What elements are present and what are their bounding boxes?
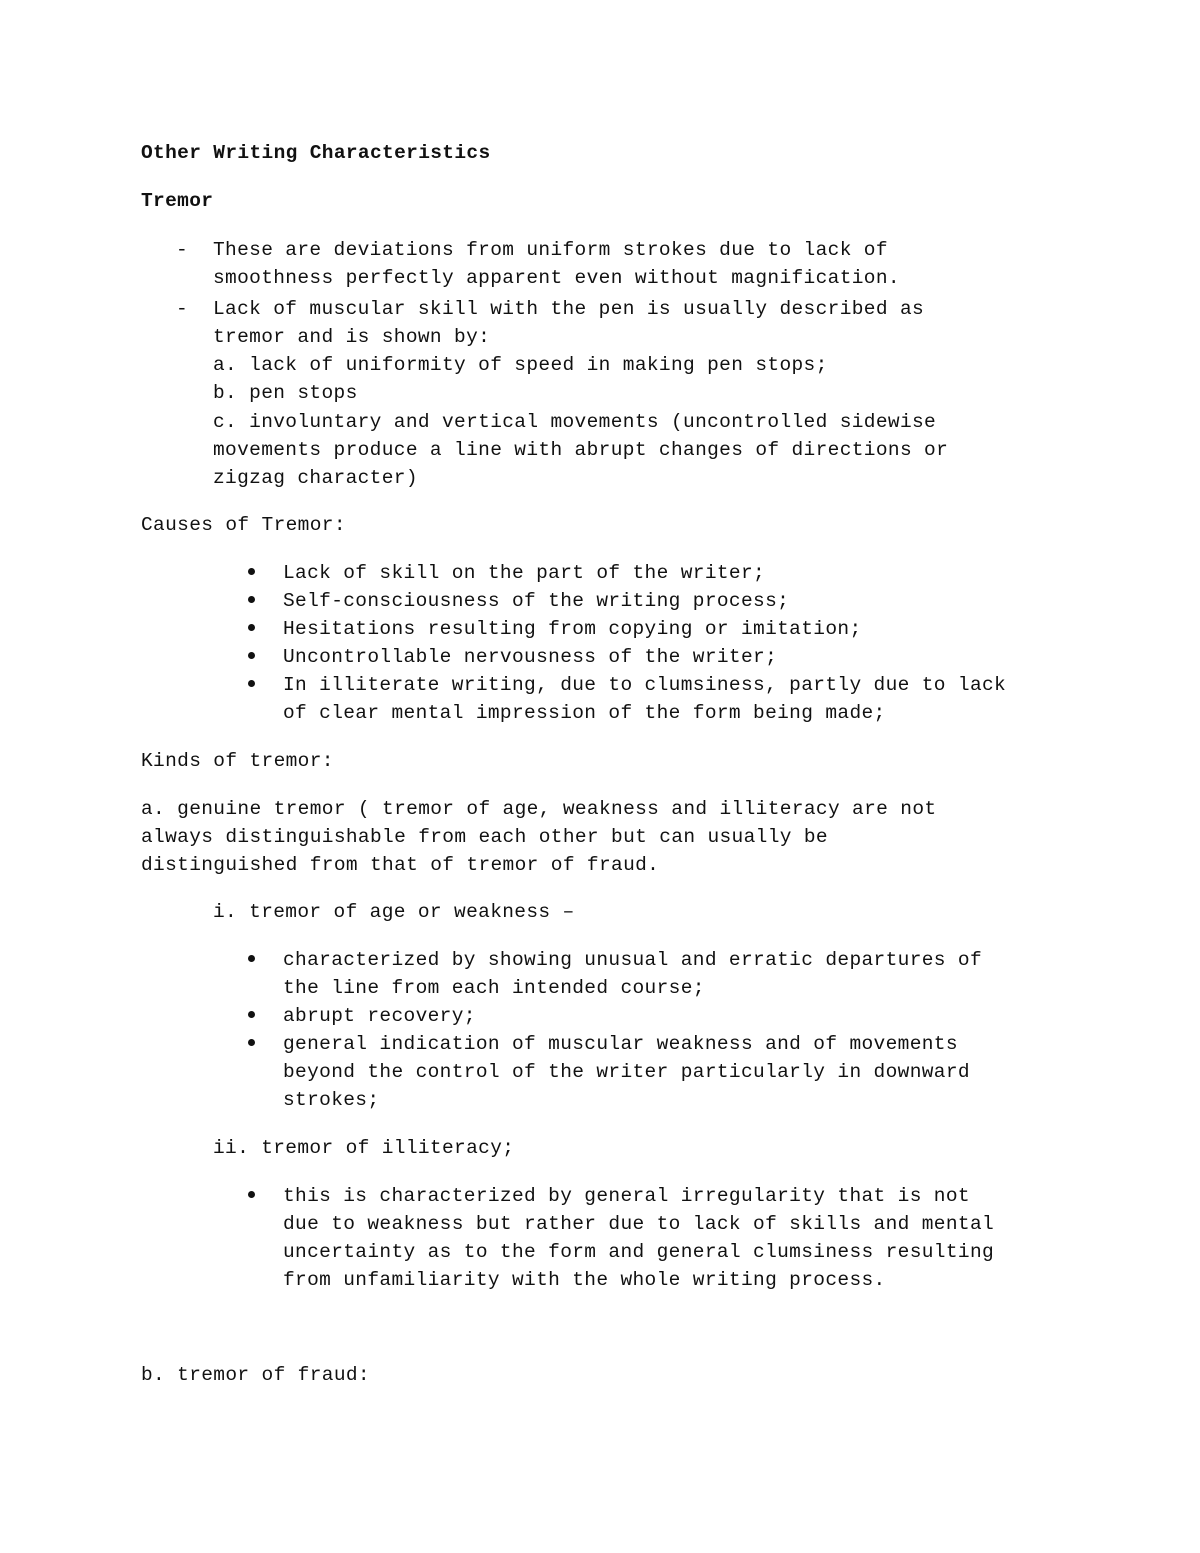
- definition-line: smoothness perfectly apparent even without magnification.: [213, 267, 900, 289]
- cause-item: Self-consciousness of the writing process;: [283, 590, 790, 612]
- genuine-tremor-line: distinguished from that of tremor of fraud.: [141, 854, 660, 876]
- illiteracy-point: uncertainty as to the form and general clumsiness resulting: [283, 1241, 995, 1263]
- cause-item: In illiterate writing, due to clumsiness, partly due to lack: [283, 674, 1007, 696]
- dash-marker: -: [176, 239, 189, 261]
- age-point: characterized by showing unusual and erratic departures of: [283, 949, 983, 971]
- age-point: the line from each intended course;: [283, 977, 705, 999]
- bullet-icon: [248, 1191, 255, 1198]
- genuine-tremor-line: a. genuine tremor ( tremor of age, weakness and illiteracy are not: [141, 798, 937, 820]
- causes-heading: Causes of Tremor:: [141, 514, 346, 536]
- cause-item: Lack of skill on the part of the writer;: [283, 562, 766, 584]
- definition-line: Lack of muscular skill with the pen is usually described as: [213, 298, 925, 320]
- bullet-icon: [248, 1039, 255, 1046]
- bullet-icon: [248, 955, 255, 962]
- kinds-heading: Kinds of tremor:: [141, 750, 334, 772]
- illiteracy-point: from unfamiliarity with the whole writing process.: [283, 1269, 886, 1291]
- age-point: strokes;: [283, 1089, 380, 1111]
- age-point: beyond the control of the writer particularly in downward: [283, 1061, 970, 1083]
- genuine-tremor-line: always distinguishable from each other but can usually be: [141, 826, 828, 848]
- definition-line: c. involuntary and vertical movements (uncontrolled sidewise: [213, 411, 937, 433]
- dash-marker: -: [176, 298, 189, 320]
- age-point: general indication of muscular weakness and of movements: [283, 1033, 958, 1055]
- illiteracy-heading: ii. tremor of illiteracy;: [213, 1137, 515, 1159]
- cause-item: Hesitations resulting from copying or imitation;: [283, 618, 862, 640]
- definition-line: These are deviations from uniform strokes due to lack of: [213, 239, 888, 261]
- definition-line: b. pen stops: [213, 382, 358, 404]
- definition-line: zigzag character): [213, 467, 418, 489]
- bullet-icon: [248, 1011, 255, 1018]
- bullet-icon: [248, 624, 255, 631]
- definition-line: tremor and is shown by:: [213, 326, 491, 348]
- age-heading: i. tremor of age or weakness –: [213, 901, 575, 923]
- cause-item: of clear mental impression of the form being made;: [283, 702, 886, 724]
- definition-line: movements produce a line with abrupt changes of directions or: [213, 439, 949, 461]
- illiteracy-point: due to weakness but rather due to lack of skills and mental: [283, 1213, 995, 1235]
- fraud-heading: b. tremor of fraud:: [141, 1364, 370, 1386]
- bullet-icon: [248, 568, 255, 575]
- illiteracy-point: this is characterized by general irregularity that is not: [283, 1185, 970, 1207]
- definition-line: a. lack of uniformity of speed in making pen stops;: [213, 354, 828, 376]
- bullet-icon: [248, 652, 255, 659]
- bullet-icon: [248, 596, 255, 603]
- bullet-icon: [248, 680, 255, 687]
- age-point: abrupt recovery;: [283, 1005, 476, 1027]
- cause-item: Uncontrollable nervousness of the writer;: [283, 646, 778, 668]
- section-heading-tremor: Tremor: [141, 190, 214, 212]
- document-title: Other Writing Characteristics: [141, 142, 491, 164]
